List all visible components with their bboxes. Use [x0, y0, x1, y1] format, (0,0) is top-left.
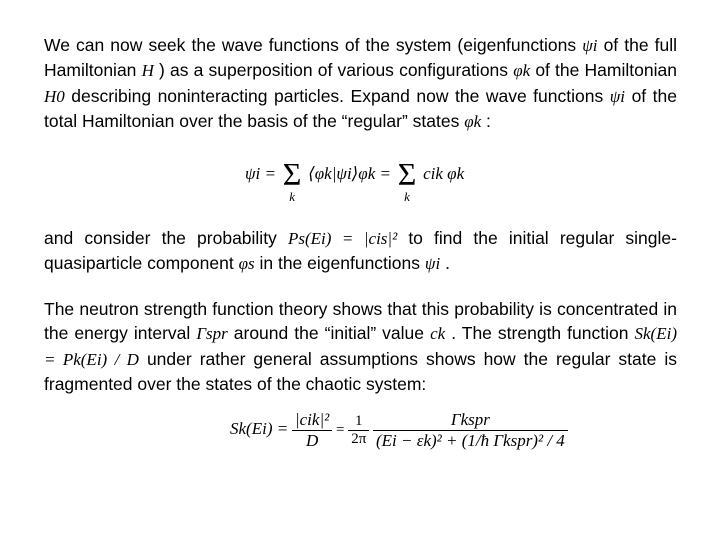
h0-symbol: H0	[44, 86, 65, 106]
equation-expansion: ψi = Σ k ⟨φk|ψi⟩φk = Σ k cik φk	[245, 156, 465, 204]
fraction-1: $\frac{\text{|cik|²}}{D}$	[292, 410, 332, 451]
paragraph-2: and consider the probability Ps(Ei) = |cis|² to find the initial regular single-quasiparticle component φs in the eigenfunctions ψi .	[44, 228, 677, 274]
phi-k-symbol-2: φk	[464, 111, 482, 131]
sum-symbol-2: Σ k	[397, 156, 417, 204]
fraction-3: $\frac{\text{Γkspr}}{\text{(Ei − εk)² + (1/ħ Γkspr)² / 4}}$	[373, 410, 568, 451]
phi-s-symbol: φs	[238, 254, 255, 274]
ck-symbol: ck	[430, 324, 446, 344]
fraction-2: $\frac{1}{2\pi}$	[348, 413, 369, 448]
equation-strength-function: Sk(Ei) = $\frac{\text{|cik|²}}{D}$ = $\frac{1}{2\pi}$ $\frac{\text{Γkspr}}{\text{(Ei − εk)² + (1/ħ Γkspr)² / 4}}$	[230, 410, 568, 451]
phi-k-symbol: φk	[513, 61, 531, 81]
paragraph-3: The neutron strength function theory shows that this probability is concentrated in the energy interval Γspr around the “initial” value ck . The strength function Sk(Ei) = Pk(Ei) / D under rather general assumptions shows how the regular state is fragmented over the states of the chaotic system:	[44, 299, 677, 394]
strength-function-formula: Sk(Ei) = Pk(Ei) / D	[44, 324, 677, 369]
paragraph-1: We can now seek the wave functions of the system (eigenfunctions ψi of the full Hamiltonian H ) as a superposition of various configurations φk of the Hamiltonian H0 describing noninteracting particles. Expand now the wave functions ψi of the total Hamiltonian over the basis of the “regular” states φk :	[44, 35, 677, 131]
gamma-spr-symbol: Γspr	[196, 324, 228, 344]
sum-symbol: Σ k	[282, 156, 302, 204]
psi-i-symbol-2: ψi	[609, 86, 626, 106]
probability-formula: Ps(Ei) = |cis|²	[287, 229, 398, 248]
psi-i-symbol: ψi	[582, 36, 598, 55]
hamiltonian-symbol: H	[141, 61, 154, 81]
psi-i-symbol-3: ψi	[424, 254, 441, 274]
